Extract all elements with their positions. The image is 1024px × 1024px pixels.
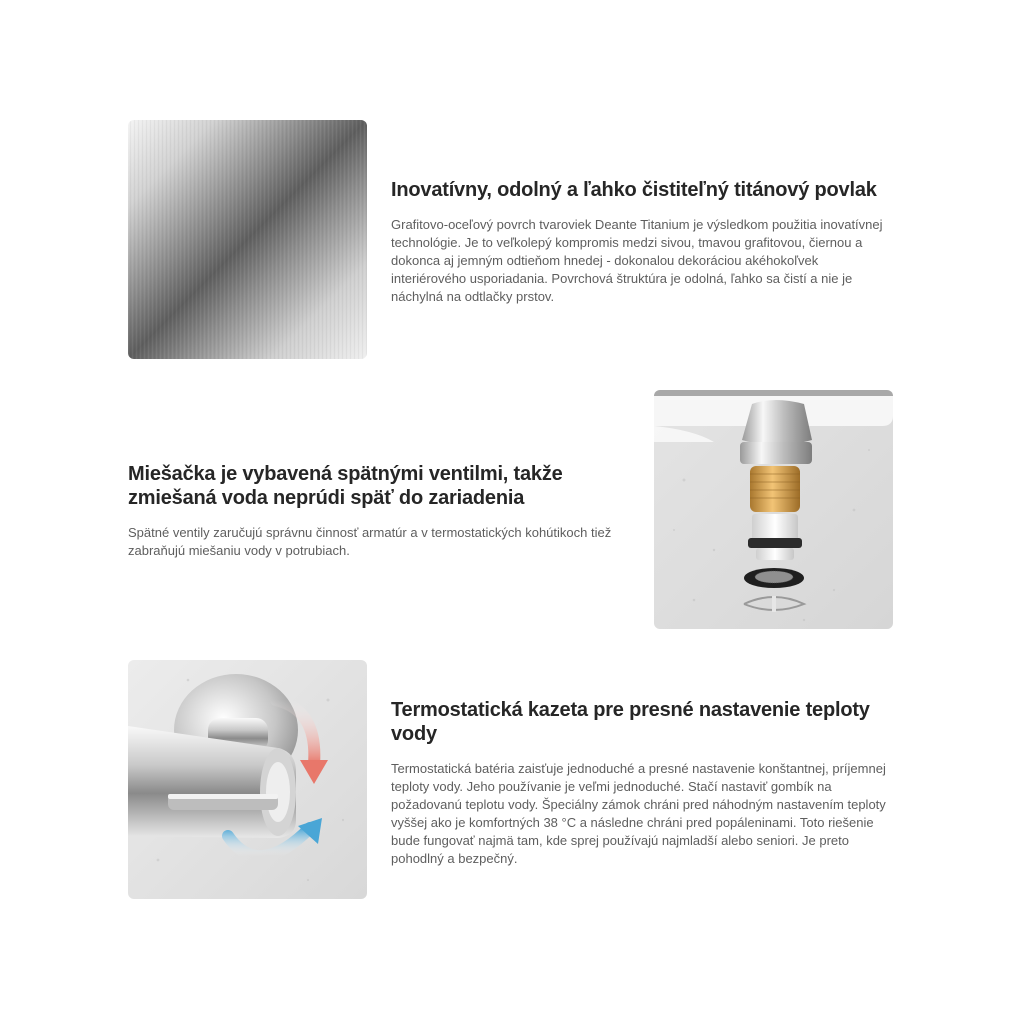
feature-description: Grafitovo-oceľový povrch tvaroviek Deante Titanium je výsledkom použitia inovatívnej technológie. Je to veľkolepý kompromis medzi sivou, tmavou grafitovou, čiernou a dokonca aj jemným odtieňom hnedej - dokonalou dekoráciou akéhokoľvek interiérového usporiadania. Povrchová štruktúra je odolná, ľahko sa čistí a nie je náchylná na odtlačky prstov.	[391, 217, 883, 304]
feature-text	[391, 178, 891, 306]
feature-check-valves	[0, 390, 1024, 630]
feature-title: Inovatívny, odolný a ľahko čistiteľný titánový povlak	[391, 179, 877, 201]
feature-description: Termostatická batéria zaisťuje jednoduché a presné nastavenie konštantnej, príjemnej teploty vody. Jeho používanie je veľmi jednoduché. Stačí nastaviť gombík na požadovanú teplotu vody. Špeciálny zámok chráni pred náhodným nastavením teploty vyššej ako je komfortných 38 °C a následne chráni pred popáleninami. Toto riešenie bude fungovať najmä tam, kde sprej používajú najmladší alebo seniori. Je preto pohodlný a bezpečný.	[391, 761, 886, 866]
feature-title: Miešačka je vybavená spätnými ventilmi, takže zmiešaná voda neprúdi späť do zariadenia	[128, 463, 563, 509]
feature-text	[391, 698, 891, 868]
thermostatic-knob-image	[128, 660, 367, 899]
feature-titanium-coating	[0, 120, 1024, 360]
feature-thermostatic-cartridge	[0, 660, 1024, 900]
titanium-surface-image	[128, 120, 367, 359]
feature-description: Spätné ventily zaručujú správnu činnosť armatúr a v termostatických kohútikoch tiež zabraňujú miešaniu vody v potrubiach.	[128, 525, 612, 558]
check-valve-image	[654, 390, 893, 629]
feature-text	[128, 462, 628, 560]
feature-title: Termostatická kazeta pre presné nastavenie teploty vody	[391, 699, 870, 745]
